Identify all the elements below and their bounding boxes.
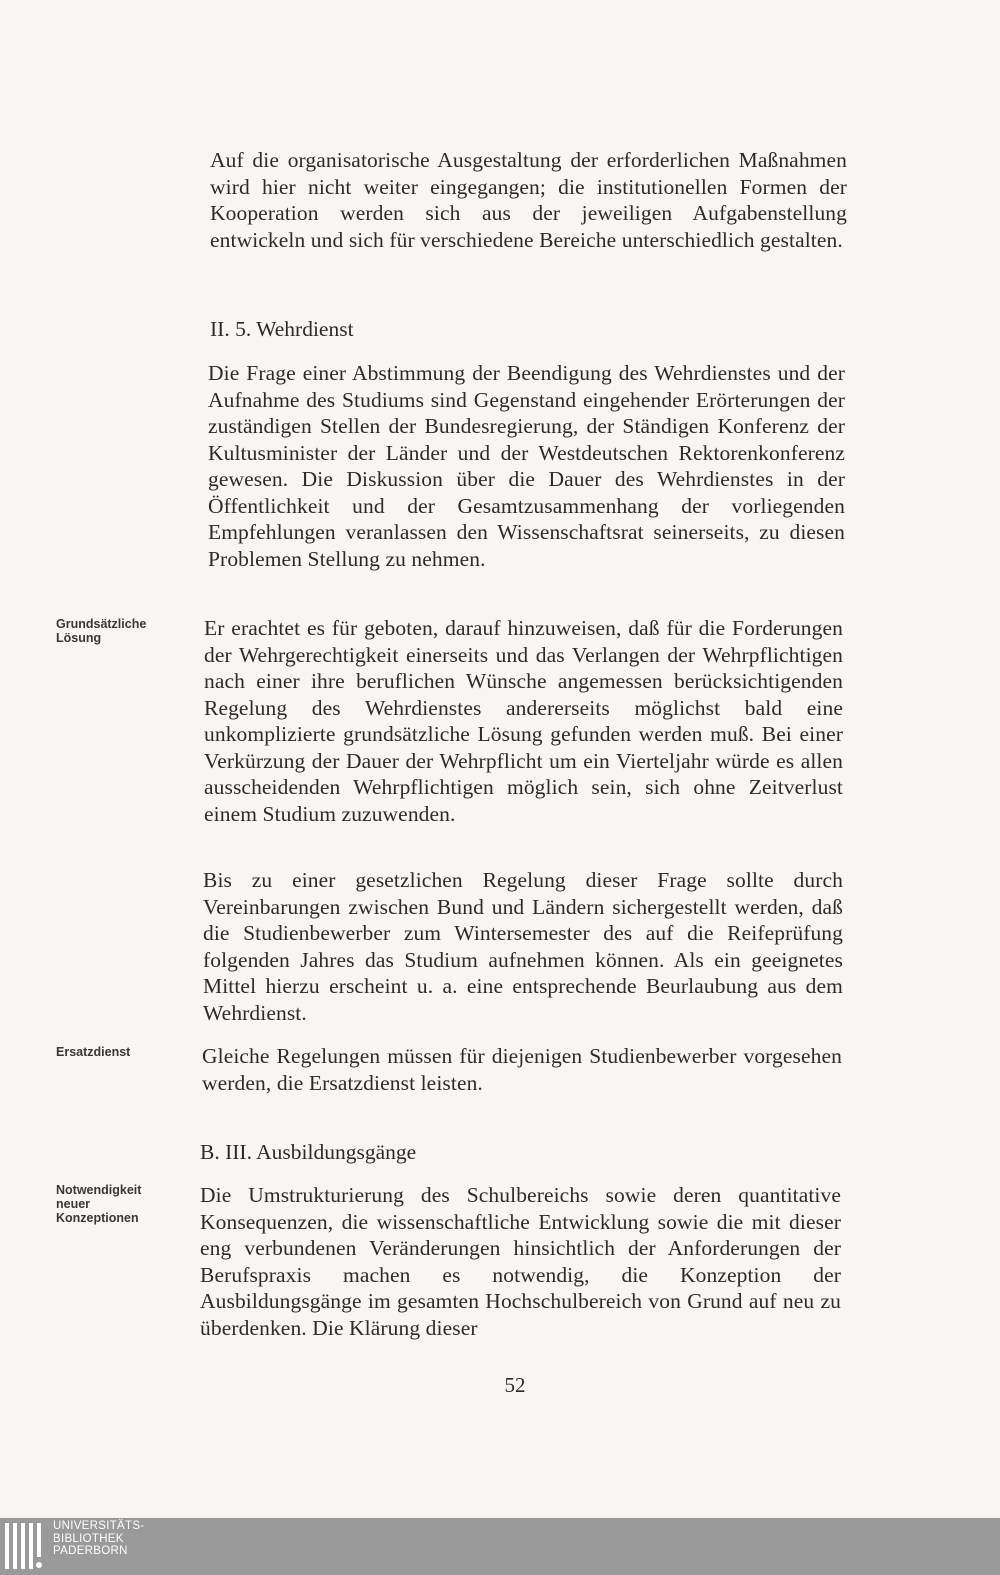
- paragraph-ersatzdienst: Gleiche Regelungen müssen für diejenigen Studienbewerber vorgesehen werden, die Ersatzdienst leisten.: [202, 1044, 842, 1095]
- paragraph-organisation: Auf die organisatorische Ausgestaltung der erforderlichen Maßnahmen wird hier nicht weiter eingegangen; die institutionellen Formen der Kooperation werden sich aus der jeweiligen Aufgabenstellung entwickeln und sich für verschiedene Bereiche unterschiedlich gestalten.: [210, 148, 847, 252]
- library-name-line2: BIBLIOTHEK: [53, 1532, 124, 1545]
- paragraph-abstimmung: Die Frage einer Abstimmung der Beendigung des Wehrdienstes und der Aufnahme des Studiums sind Gegenstand eingehender Erörterungen der zuständigen Stellen der Bundesregierung, der Ständigen Konferenz der Kultusminister der Länder und der Westdeutschen Rektorenkonferenz gewesen. Die Diskussion über die Dauer des Wehrdienstes in der Öffentlichkeit und der Gesamtzusammenhang der vorliegenden Empfehlungen veranlassen den Wissenschaftsrat seinerseits, zu diesen Problemen Stellung zu nehmen.: [208, 361, 845, 571]
- margin-note-grundsaetzliche-loesung: Grundsätzliche Lösung: [56, 617, 147, 645]
- library-logo-icon: [5, 1523, 45, 1569]
- library-name: [53, 1520, 144, 1558]
- heading-wehrdienst: II. 5. Wehrdienst: [210, 317, 354, 341]
- margin-note-notwendigkeit: Notwendigkeit neuer Konzeptionen: [56, 1183, 142, 1225]
- paragraph-regelung: Bis zu einer gesetzlichen Regelung dieser Frage sollte durch Vereinbarungen zwischen Bund und Ländern sichergestellt werden, daß die Studienbewerber zum Wintersemester des auf die Reifeprüfung folgenden Jahres das Studium aufnehmen können. Als ein geeignetes Mittel hierzu erscheint u. a. eine entsprechende Beurlaubung aus dem Wehrdienst.: [203, 868, 843, 1025]
- paragraph-wehrgerechtigkeit: Er erachtet es für geboten, darauf hinzuweisen, daß für die Forderungen der Wehrgerechtigkeit einerseits und das Verlangen der Wehrpflichtigen nach einer ihre beruflichen Wünsche angemessen berücksichtigenden Regelung des Wehrdienstes andererseits möglichst bald eine unkomplizierte grundsätzliche Lösung gefunden werden muß. Bei einer Verkürzung der Dauer der Wehrpflicht um ein Vierteljahr würde es allen ausscheidenden Wehrpflichtigen möglich sein, sich ohne Zeitverlust einem Studium zuzuwenden.: [204, 616, 843, 826]
- library-name-line3: PADERBORN: [53, 1545, 128, 1557]
- margin-note-ersatzdienst: Ersatzdienst: [56, 1045, 131, 1059]
- library-name-line1: UNIVERSITÄTS-: [53, 1520, 145, 1532]
- heading-ausbildungsgaenge: B. III. Ausbildungsgänge: [200, 1140, 417, 1164]
- library-footer-bar: [0, 1518, 1000, 1575]
- page-number: 52: [504, 1373, 526, 1397]
- paragraph-umstrukturierung: Die Umstrukturierung des Schulbereichs sowie deren quantitative Konsequenzen, die wissenschaftliche Entwicklung sowie die mit dieser eng verbundenen Veränderungen hinsichtlich der Anforderungen der Berufspraxis machen es notwendig, die Konzeption der Ausbildungsgänge im gesamten Hochschulbereich von Grund auf neu zu überdenken. Die Klärung dieser: [200, 1183, 841, 1340]
